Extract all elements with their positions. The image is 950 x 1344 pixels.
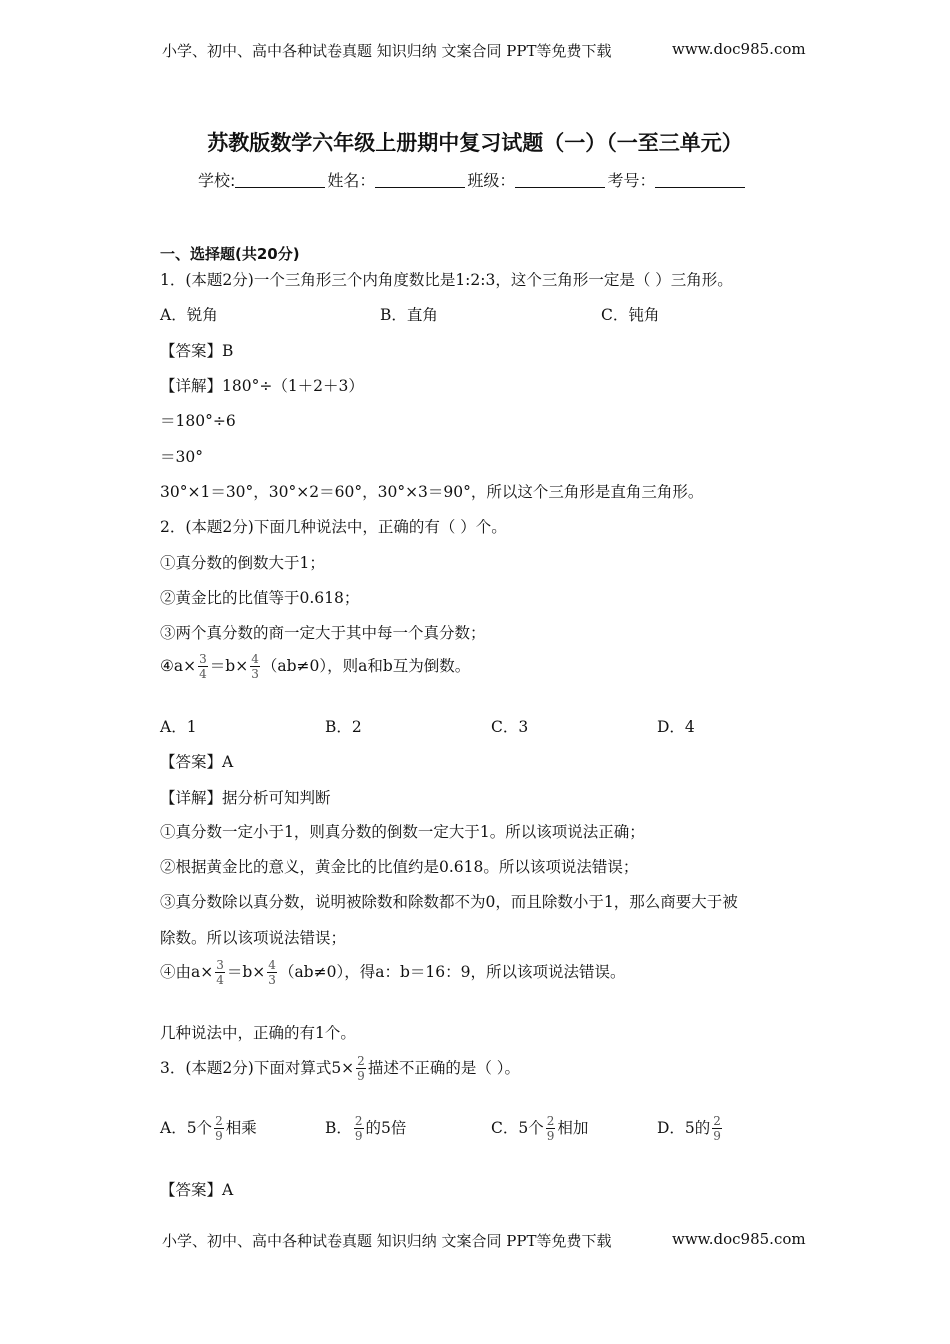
q2-detail-0: 【详解】据分析可知判断 — [160, 789, 331, 807]
section-heading: 一、选择题(共20分) — [160, 245, 300, 263]
number-blank[interactable] — [655, 171, 745, 188]
q3-stem — [160, 1054, 520, 1084]
footer-url[interactable]: www.doc985.com — [672, 1230, 806, 1248]
q1-option-c: C．钝角 — [601, 306, 660, 324]
q1-detail-3: ＝30° — [160, 448, 203, 466]
q2-statement-1: ①真分数的倒数大于1； — [160, 554, 325, 572]
q2-d4-mid: ＝b× — [226, 962, 266, 981]
page-title: 苏教版数学六年级上册期中复习试题（一）（一至三单元） — [207, 131, 743, 155]
q2-detail-1: ①真分数一定小于1，则真分数的倒数一定大于1。所以该项说法正确； — [160, 823, 645, 841]
fraction-two-ninths-b: $\frac{2}{9}$ — [354, 1114, 363, 1144]
q2-option-a: A．1 — [160, 718, 197, 736]
q2-detail-4 — [160, 958, 625, 988]
q2-detail-3a: ③真分数除以真分数，说明被除数和除数都不为0，而且除数小于1，那么商要大于被 — [160, 893, 738, 911]
fraction-two-ninths-c: $\frac{2}{9}$ — [546, 1114, 555, 1144]
q2-statement-4 — [160, 652, 470, 682]
q3-option-a: A．5个 $\frac{2}{9}$ 相乘 — [160, 1114, 257, 1144]
fraction-two-ninths: $\frac{2}{9}$ — [357, 1054, 365, 1084]
q2-statement-3: ③两个真分数的商一定大于其中每一个真分数； — [160, 624, 486, 642]
q2-d4-a: ④由a× — [160, 962, 214, 981]
fraction-two-ninths-a: $\frac{2}{9}$ — [215, 1114, 223, 1144]
q1-option-a: A．锐角 — [160, 306, 218, 324]
fraction-three-fourths: $\frac{3}{4}$ — [199, 652, 207, 682]
q3-answer: 【答案】A — [160, 1181, 234, 1199]
q1-option-b: B．直角 — [380, 306, 438, 324]
student-info — [198, 168, 747, 191]
q2-statement-2: ②黄金比的比值等于0.618； — [160, 589, 360, 607]
q1-answer: 【答案】B — [160, 342, 234, 360]
class-blank[interactable] — [515, 171, 605, 188]
q3-option-c: C．5个 $\frac{2}{9}$ 相加 — [491, 1114, 589, 1144]
fraction-three-fourths-2: $\frac{3}{4}$ — [216, 958, 224, 988]
q2-detail-3b: 除数。所以该项说法错误； — [160, 929, 347, 947]
fraction-four-thirds-2: $\frac{4}{3}$ — [268, 958, 276, 988]
q3-stem-b: 描述不正确的是（ ）。 — [367, 1058, 520, 1077]
q2-summary: 几种说法中，正确的有1个。 — [160, 1024, 356, 1042]
header-left-text: 小学、初中、高中各种试卷真题 知识归纳 文案合同 PPT等免费下载 — [162, 42, 612, 60]
q2-s4-a: ④a× — [160, 656, 197, 675]
q1-detail-2: ＝180°÷6 — [160, 412, 236, 430]
name-label: 姓名： — [327, 171, 376, 190]
q3-option-d: D．5的 $\frac{2}{9}$ — [657, 1114, 721, 1144]
q2-s4-tail: （ab≠0），则a和b互为倒数。 — [261, 656, 471, 675]
q1-detail-1: 【详解】180°÷（1＋2＋3） — [160, 377, 364, 395]
q2-answer: 【答案】A — [160, 753, 234, 771]
q3-option-b: B． $\frac{2}{9}$ 的5倍 — [325, 1114, 407, 1144]
q2-s4-mid: ＝b× — [209, 656, 249, 675]
class-label: 班级： — [467, 171, 516, 190]
q2-option-d: D．4 — [657, 718, 695, 736]
fraction-four-thirds: $\frac{4}{3}$ — [251, 652, 259, 682]
q1-detail-4: 30°×1＝30°，30°×2＝60°，30°×3＝90°，所以这个三角形是直角三角形。 — [160, 483, 704, 501]
q2-stem: 2．(本题2分)下面几种说法中，正确的有（ ）个。 — [160, 518, 507, 536]
number-label: 考号： — [607, 171, 656, 190]
header-url[interactable]: www.doc985.com — [672, 40, 806, 58]
q2-option-b: B．2 — [325, 718, 362, 736]
school-blank[interactable] — [235, 171, 325, 188]
fraction-two-ninths-d: $\frac{2}{9}$ — [713, 1114, 721, 1144]
q2-d4-tail: （ab≠0），得a：b＝16：9，所以该项说法错误。 — [278, 962, 626, 981]
name-blank[interactable] — [375, 171, 465, 188]
q3-stem-a: 3．(本题2分)下面对算式5× — [160, 1058, 355, 1077]
q2-option-c: C．3 — [491, 718, 529, 736]
footer-left-text: 小学、初中、高中各种试卷真题 知识归纳 文案合同 PPT等免费下载 — [162, 1232, 612, 1250]
q1-stem: 1．(本题2分)一个三角形三个内角度数比是1:2:3，这个三角形一定是（ ）三角形。 — [160, 271, 733, 289]
school-label: 学校: — [198, 171, 236, 190]
q2-detail-2: ②根据黄金比的意义，黄金比的比值约是0.618。所以该项说法错误； — [160, 858, 639, 876]
